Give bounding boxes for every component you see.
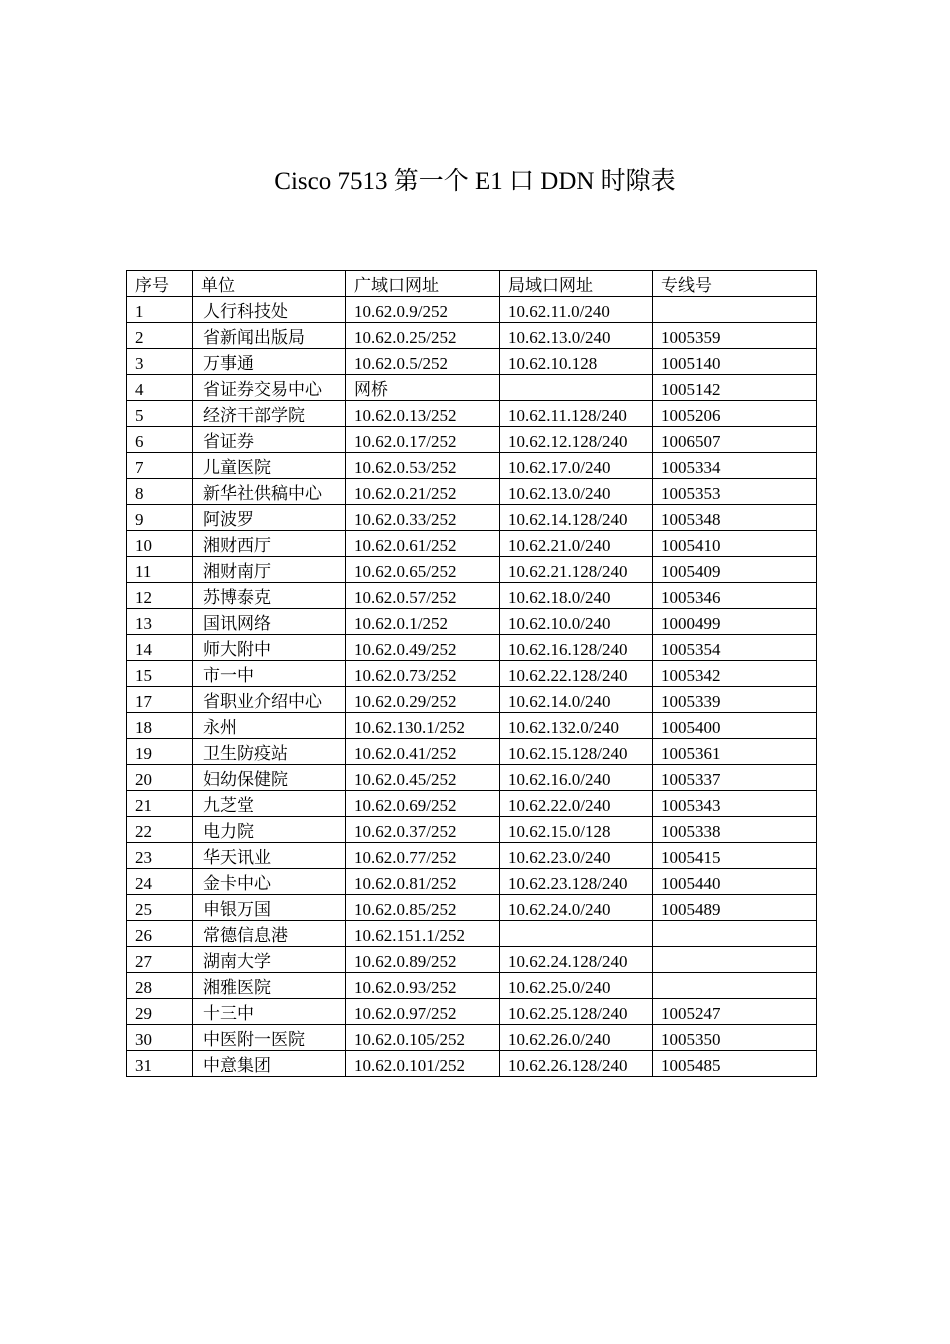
cell-lan-address: 10.62.23.0/240	[500, 843, 653, 869]
cell-unit: 新华社供稿中心	[193, 479, 346, 505]
cell-seq: 25	[127, 895, 193, 921]
cell-line-number: 1005338	[653, 817, 817, 843]
cell-unit: 华天讯业	[193, 843, 346, 869]
cell-lan-address: 10.62.14.128/240	[500, 505, 653, 531]
cell-wan-address: 10.62.0.81/252	[346, 869, 500, 895]
cell-lan-address: 10.62.25.0/240	[500, 973, 653, 999]
cell-line-number: 1005485	[653, 1051, 817, 1077]
cell-lan-address: 10.62.15.0/128	[500, 817, 653, 843]
cell-unit: 市一中	[193, 661, 346, 687]
cell-line-number: 1005440	[653, 869, 817, 895]
cell-wan-address: 10.62.0.5/252	[346, 349, 500, 375]
cell-seq: 5	[127, 401, 193, 427]
cell-lan-address: 10.62.21.128/240	[500, 557, 653, 583]
cell-lan-address: 10.62.10.0/240	[500, 609, 653, 635]
cell-unit: 经济干部学院	[193, 401, 346, 427]
cell-line-number	[653, 947, 817, 973]
cell-lan-address: 10.62.22.0/240	[500, 791, 653, 817]
cell-lan-address: 10.62.16.0/240	[500, 765, 653, 791]
cell-line-number: 1005415	[653, 843, 817, 869]
table-row	[127, 453, 817, 479]
cell-wan-address: 10.62.0.57/252	[346, 583, 500, 609]
cell-seq: 4	[127, 375, 193, 401]
cell-line-number: 1005334	[653, 453, 817, 479]
cell-wan-address: 10.62.0.61/252	[346, 531, 500, 557]
table-row	[127, 947, 817, 973]
cell-lan-address: 10.62.17.0/240	[500, 453, 653, 479]
cell-seq: 17	[127, 687, 193, 713]
cell-line-number: 1005350	[653, 1025, 817, 1051]
cell-lan-address: 10.62.16.128/240	[500, 635, 653, 661]
cell-unit: 金卡中心	[193, 869, 346, 895]
table-row	[127, 323, 817, 349]
cell-line-number: 1005353	[653, 479, 817, 505]
cell-seq: 2	[127, 323, 193, 349]
cell-lan-address: 10.62.24.128/240	[500, 947, 653, 973]
header-line-number: 专线号	[653, 271, 817, 297]
cell-seq: 3	[127, 349, 193, 375]
cell-unit: 湘财南厅	[193, 557, 346, 583]
cell-seq: 6	[127, 427, 193, 453]
cell-line-number: 1005337	[653, 765, 817, 791]
cell-seq: 15	[127, 661, 193, 687]
cell-seq: 8	[127, 479, 193, 505]
cell-unit: 永州	[193, 713, 346, 739]
cell-line-number: 1005142	[653, 375, 817, 401]
table-row	[127, 895, 817, 921]
cell-unit: 师大附中	[193, 635, 346, 661]
cell-line-number	[653, 297, 817, 323]
cell-line-number: 1005206	[653, 401, 817, 427]
cell-unit: 九芝堂	[193, 791, 346, 817]
cell-line-number: 1005348	[653, 505, 817, 531]
cell-seq: 14	[127, 635, 193, 661]
table-row	[127, 1051, 817, 1077]
table-row	[127, 349, 817, 375]
cell-line-number: 1005346	[653, 583, 817, 609]
cell-lan-address	[500, 921, 653, 947]
cell-seq: 22	[127, 817, 193, 843]
table-row	[127, 557, 817, 583]
ddn-timeslot-table	[126, 270, 817, 1077]
table-row	[127, 427, 817, 453]
cell-lan-address: 10.62.14.0/240	[500, 687, 653, 713]
table-row	[127, 713, 817, 739]
cell-wan-address: 10.62.0.77/252	[346, 843, 500, 869]
cell-unit: 万事通	[193, 349, 346, 375]
cell-unit: 省证券	[193, 427, 346, 453]
cell-line-number: 1005342	[653, 661, 817, 687]
cell-unit: 常德信息港	[193, 921, 346, 947]
cell-unit: 省职业介绍中心	[193, 687, 346, 713]
cell-unit: 申银万国	[193, 895, 346, 921]
cell-seq: 12	[127, 583, 193, 609]
cell-wan-address: 10.62.0.49/252	[346, 635, 500, 661]
table-row	[127, 687, 817, 713]
cell-seq: 7	[127, 453, 193, 479]
cell-wan-address: 10.62.0.101/252	[346, 1051, 500, 1077]
cell-unit: 儿童医院	[193, 453, 346, 479]
cell-wan-address: 10.62.0.25/252	[346, 323, 500, 349]
cell-lan-address: 10.62.18.0/240	[500, 583, 653, 609]
cell-unit: 十三中	[193, 999, 346, 1025]
cell-lan-address: 10.62.23.128/240	[500, 869, 653, 895]
table-header-row	[127, 271, 817, 297]
table-row	[127, 609, 817, 635]
header-seq: 序号	[127, 271, 193, 297]
cell-line-number: 1005343	[653, 791, 817, 817]
cell-lan-address: 10.62.13.0/240	[500, 323, 653, 349]
cell-lan-address: 10.62.13.0/240	[500, 479, 653, 505]
cell-seq: 10	[127, 531, 193, 557]
cell-unit: 苏博泰克	[193, 583, 346, 609]
cell-seq: 21	[127, 791, 193, 817]
cell-wan-address: 网桥	[346, 375, 500, 401]
cell-seq: 9	[127, 505, 193, 531]
cell-unit: 国讯网络	[193, 609, 346, 635]
cell-wan-address: 10.62.0.89/252	[346, 947, 500, 973]
table-row	[127, 583, 817, 609]
cell-lan-address: 10.62.26.128/240	[500, 1051, 653, 1077]
cell-lan-address	[500, 375, 653, 401]
cell-line-number	[653, 921, 817, 947]
cell-wan-address: 10.62.0.45/252	[346, 765, 500, 791]
cell-wan-address: 10.62.151.1/252	[346, 921, 500, 947]
table-row	[127, 297, 817, 323]
cell-wan-address: 10.62.0.85/252	[346, 895, 500, 921]
cell-seq: 26	[127, 921, 193, 947]
cell-wan-address: 10.62.0.33/252	[346, 505, 500, 531]
cell-wan-address: 10.62.0.37/252	[346, 817, 500, 843]
cell-wan-address: 10.62.0.13/252	[346, 401, 500, 427]
cell-lan-address: 10.62.26.0/240	[500, 1025, 653, 1051]
cell-wan-address: 10.62.0.41/252	[346, 739, 500, 765]
cell-line-number: 1005400	[653, 713, 817, 739]
cell-wan-address: 10.62.0.105/252	[346, 1025, 500, 1051]
cell-lan-address: 10.62.11.0/240	[500, 297, 653, 323]
cell-unit: 阿波罗	[193, 505, 346, 531]
table-body	[127, 297, 817, 1077]
cell-seq: 20	[127, 765, 193, 791]
cell-line-number: 1006507	[653, 427, 817, 453]
cell-line-number: 1005354	[653, 635, 817, 661]
cell-line-number: 1005489	[653, 895, 817, 921]
cell-seq: 23	[127, 843, 193, 869]
cell-line-number: 1000499	[653, 609, 817, 635]
cell-seq: 27	[127, 947, 193, 973]
cell-lan-address: 10.62.132.0/240	[500, 713, 653, 739]
table-row	[127, 375, 817, 401]
table-row	[127, 739, 817, 765]
cell-line-number: 1005140	[653, 349, 817, 375]
cell-seq: 13	[127, 609, 193, 635]
header-lan-address: 局域口网址	[500, 271, 653, 297]
cell-wan-address: 10.62.0.29/252	[346, 687, 500, 713]
cell-lan-address: 10.62.22.128/240	[500, 661, 653, 687]
cell-unit: 妇幼保健院	[193, 765, 346, 791]
cell-seq: 31	[127, 1051, 193, 1077]
header-unit: 单位	[193, 271, 346, 297]
table-row	[127, 817, 817, 843]
table-row	[127, 999, 817, 1025]
cell-seq: 19	[127, 739, 193, 765]
page-title: Cisco 7513 第一个 E1 口 DDN 时隙表	[274, 168, 676, 195]
cell-unit: 湖南大学	[193, 947, 346, 973]
table-row	[127, 531, 817, 557]
cell-line-number: 1005409	[653, 557, 817, 583]
table-row	[127, 791, 817, 817]
cell-wan-address: 10.62.0.97/252	[346, 999, 500, 1025]
table-row	[127, 1025, 817, 1051]
cell-wan-address: 10.62.0.65/252	[346, 557, 500, 583]
cell-unit: 卫生防疫站	[193, 739, 346, 765]
cell-seq: 24	[127, 869, 193, 895]
cell-lan-address: 10.62.24.0/240	[500, 895, 653, 921]
cell-seq: 30	[127, 1025, 193, 1051]
cell-unit: 电力院	[193, 817, 346, 843]
cell-wan-address: 10.62.0.53/252	[346, 453, 500, 479]
cell-wan-address: 10.62.0.73/252	[346, 661, 500, 687]
table-row	[127, 765, 817, 791]
header-wan-address: 广域口网址	[346, 271, 500, 297]
table-row	[127, 843, 817, 869]
cell-wan-address: 10.62.130.1/252	[346, 713, 500, 739]
table-row	[127, 635, 817, 661]
cell-line-number: 1005361	[653, 739, 817, 765]
cell-unit: 中医附一医院	[193, 1025, 346, 1051]
cell-wan-address: 10.62.0.1/252	[346, 609, 500, 635]
cell-unit: 湘雅医院	[193, 973, 346, 999]
table-row	[127, 505, 817, 531]
cell-wan-address: 10.62.0.9/252	[346, 297, 500, 323]
cell-seq: 1	[127, 297, 193, 323]
cell-lan-address: 10.62.12.128/240	[500, 427, 653, 453]
cell-wan-address: 10.62.0.21/252	[346, 479, 500, 505]
table-row	[127, 921, 817, 947]
table-row	[127, 479, 817, 505]
cell-line-number: 1005247	[653, 999, 817, 1025]
cell-lan-address: 10.62.10.128	[500, 349, 653, 375]
table-row	[127, 869, 817, 895]
cell-seq: 28	[127, 973, 193, 999]
cell-line-number: 1005359	[653, 323, 817, 349]
cell-wan-address: 10.62.0.93/252	[346, 973, 500, 999]
cell-line-number: 1005339	[653, 687, 817, 713]
table-row	[127, 973, 817, 999]
cell-unit: 省新闻出版局	[193, 323, 346, 349]
cell-unit: 湘财西厅	[193, 531, 346, 557]
cell-line-number	[653, 973, 817, 999]
cell-wan-address: 10.62.0.69/252	[346, 791, 500, 817]
cell-wan-address: 10.62.0.17/252	[346, 427, 500, 453]
cell-unit: 人行科技处	[193, 297, 346, 323]
table-row	[127, 661, 817, 687]
cell-seq: 11	[127, 557, 193, 583]
cell-unit: 中意集团	[193, 1051, 346, 1077]
cell-unit: 省证券交易中心	[193, 375, 346, 401]
cell-lan-address: 10.62.15.128/240	[500, 739, 653, 765]
cell-seq: 29	[127, 999, 193, 1025]
cell-lan-address: 10.62.11.128/240	[500, 401, 653, 427]
cell-lan-address: 10.62.25.128/240	[500, 999, 653, 1025]
cell-line-number: 1005410	[653, 531, 817, 557]
cell-lan-address: 10.62.21.0/240	[500, 531, 653, 557]
table-row	[127, 401, 817, 427]
cell-seq: 18	[127, 713, 193, 739]
